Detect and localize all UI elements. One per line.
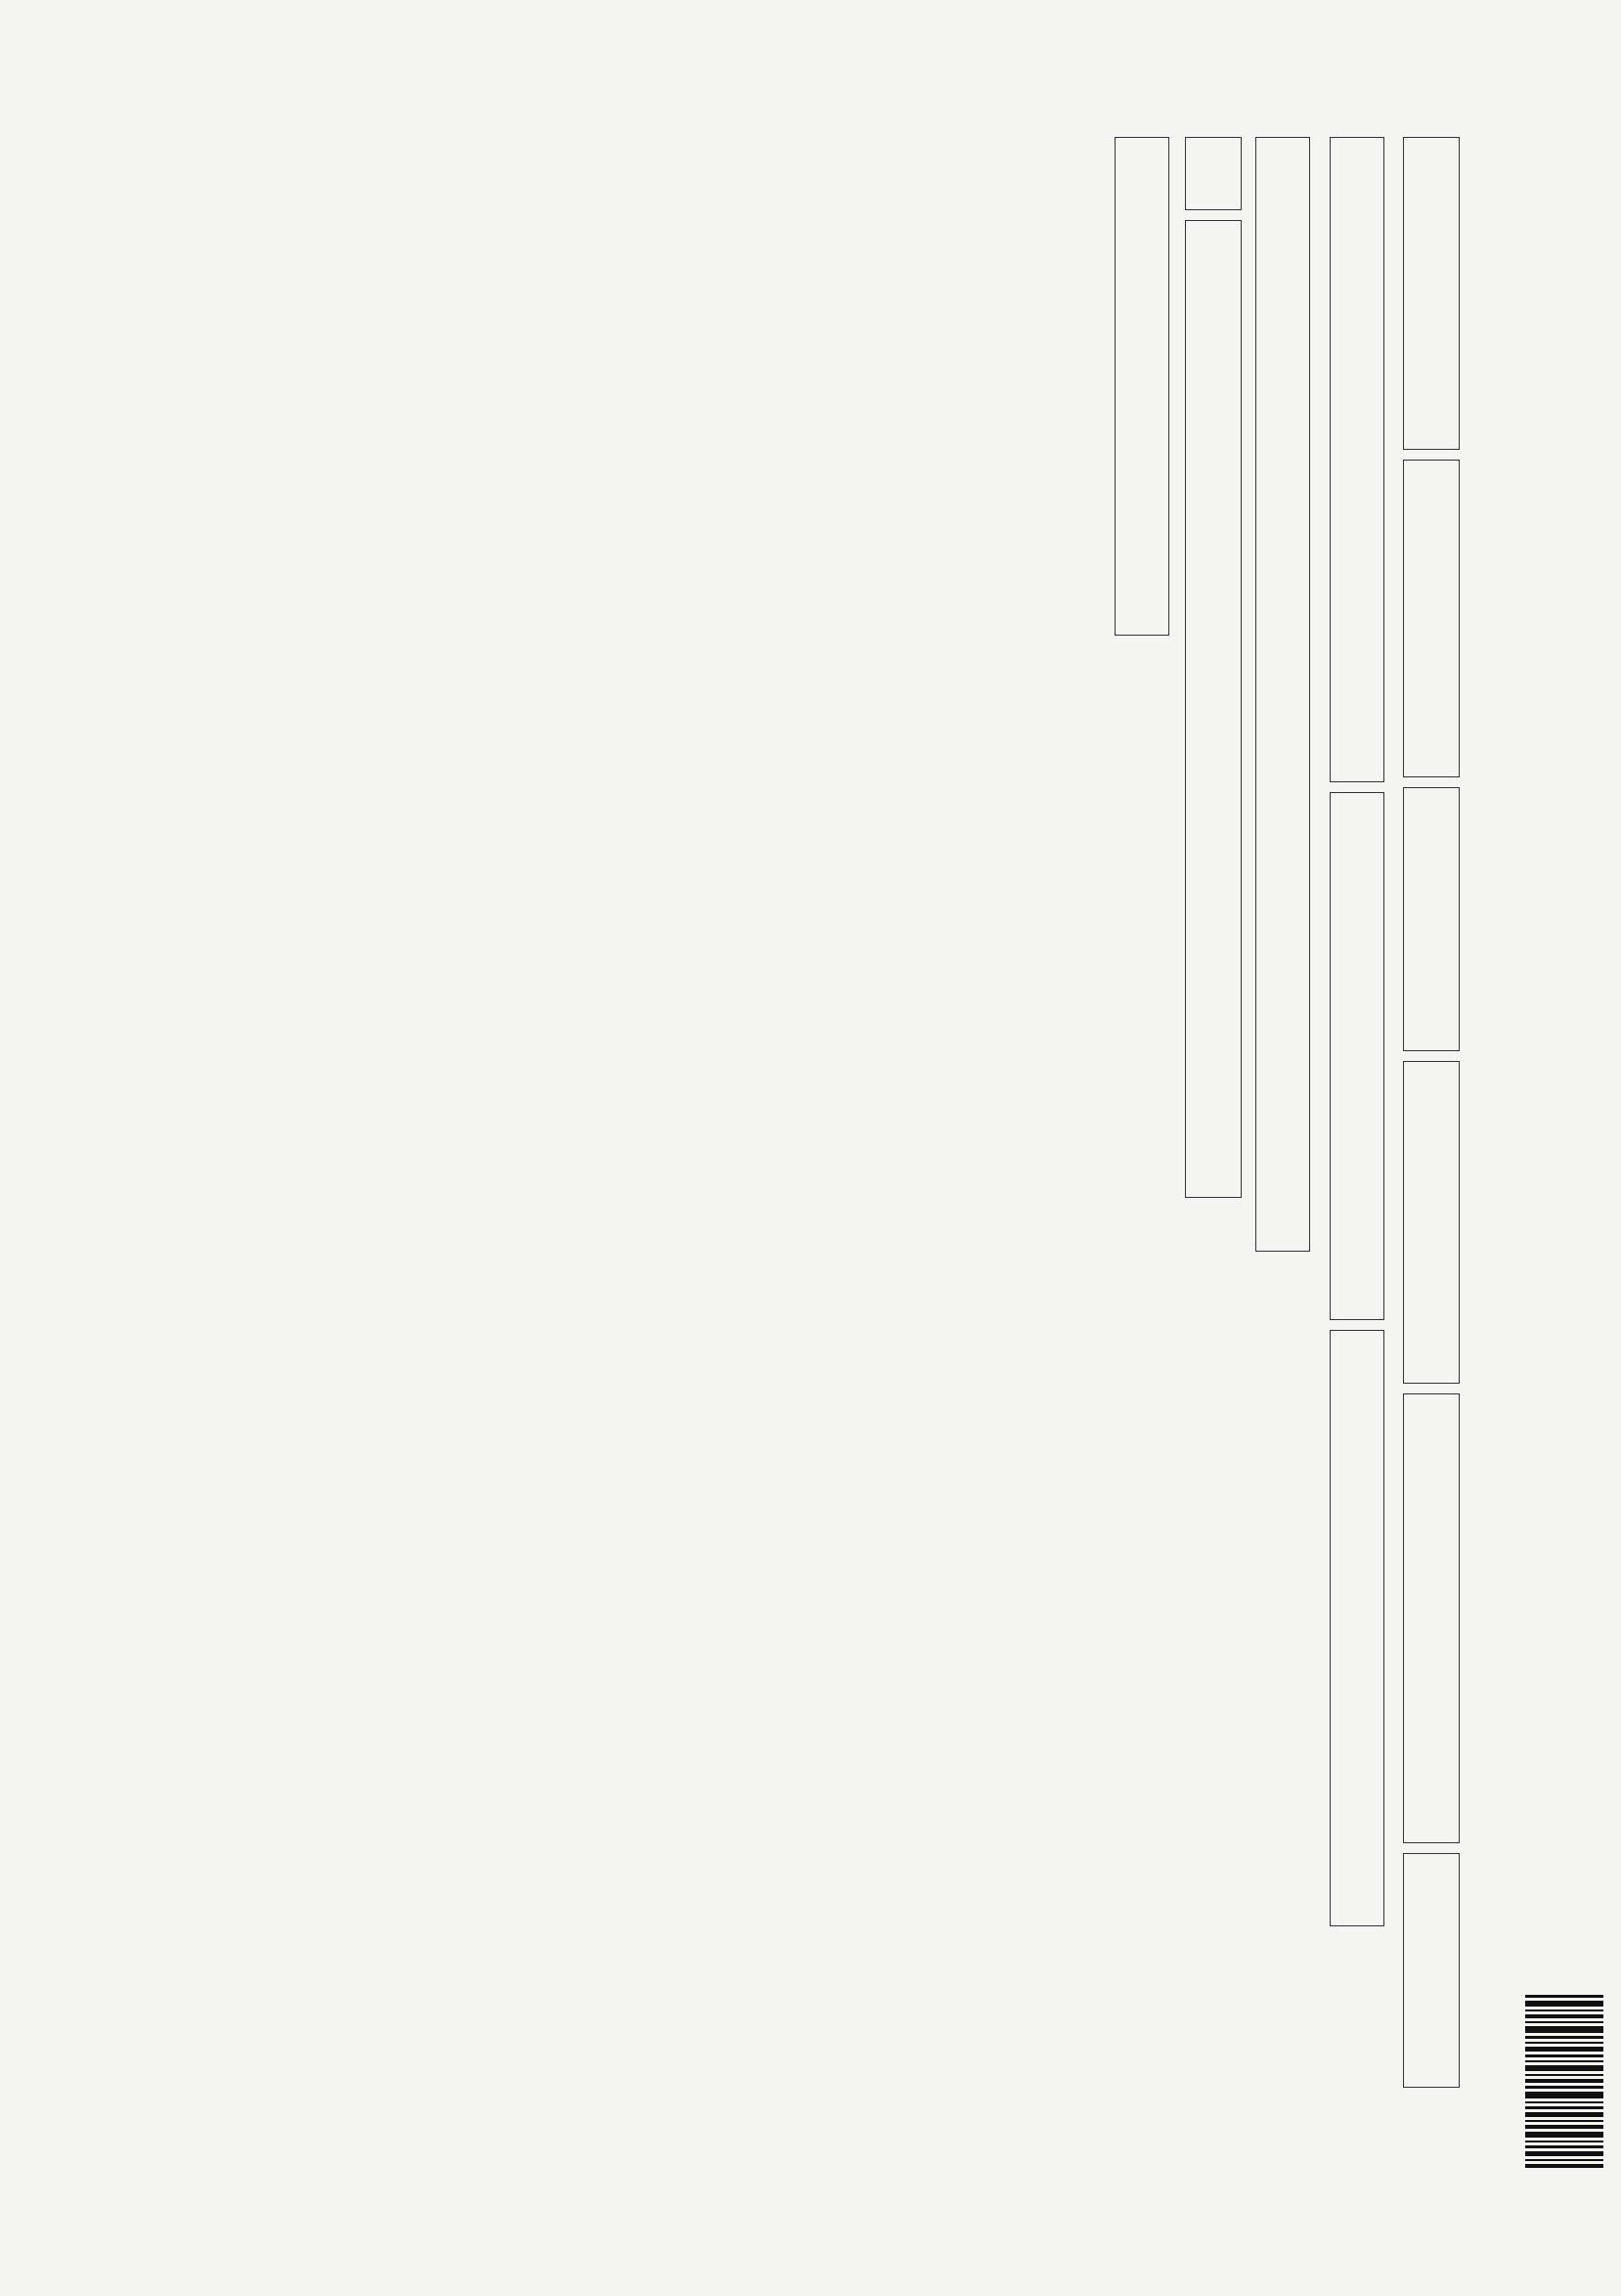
profissional-solicitante-box[interactable] bbox=[1185, 220, 1242, 1198]
data-autorizacao-box[interactable] bbox=[1403, 787, 1460, 1051]
codigo-operadora-box[interactable] bbox=[1115, 137, 1169, 636]
data-emissao-box[interactable] bbox=[1403, 460, 1460, 777]
plano-box[interactable] bbox=[1330, 792, 1384, 1320]
guia-principal-box[interactable] bbox=[1403, 1393, 1460, 1843]
carteira-box[interactable] bbox=[1330, 137, 1384, 782]
nome-box[interactable] bbox=[1255, 137, 1310, 1252]
validade-senha-box[interactable] bbox=[1403, 1853, 1460, 2088]
registro-ans-box[interactable] bbox=[1403, 137, 1460, 450]
barcode bbox=[1525, 1995, 1603, 2171]
senha-box[interactable] bbox=[1403, 1061, 1460, 1384]
empresa-box[interactable] bbox=[1330, 1330, 1384, 1926]
atendimento-rn-box[interactable] bbox=[1185, 137, 1242, 210]
